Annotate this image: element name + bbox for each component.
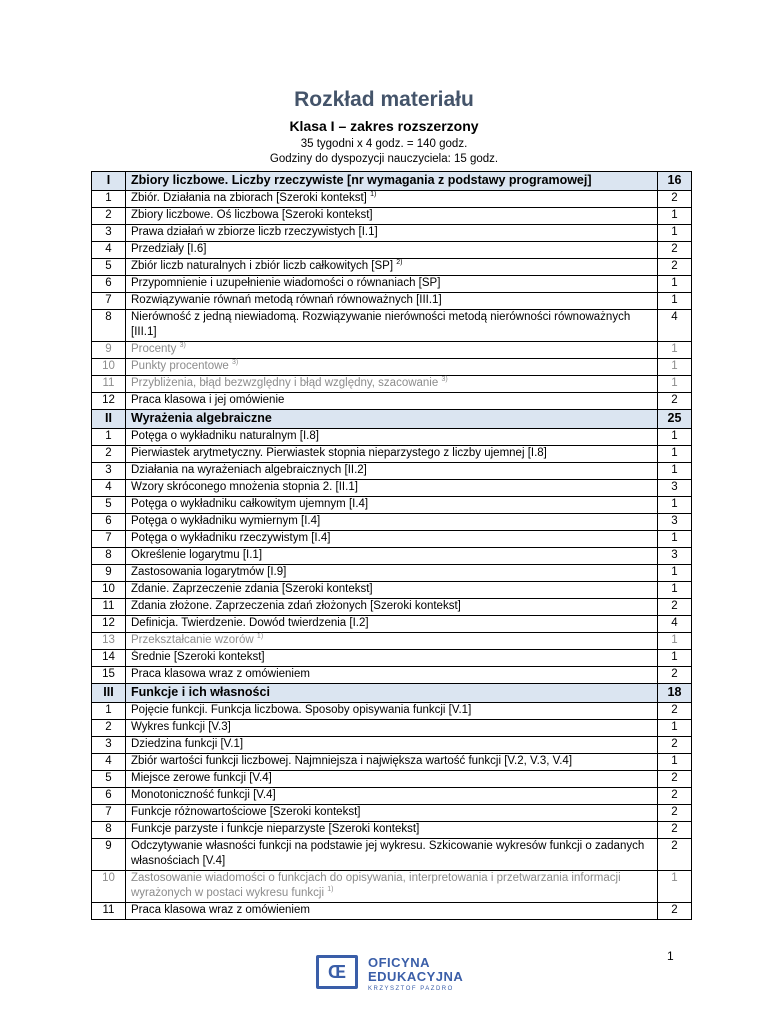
teacher-hours-info: Godziny do dyspozycji nauczyciela: 15 godz. — [269, 153, 499, 165]
table-row — [92, 276, 692, 293]
logo-text-line1: OFICYNA — [368, 955, 430, 970]
row-number: 15 — [92, 667, 126, 684]
row-hours: 1 — [658, 650, 692, 667]
row-hours: 18 — [658, 684, 692, 703]
logo-text-line2: EDUKACYJNA — [368, 969, 464, 984]
row-topic — [126, 342, 658, 359]
row-hours: 1 — [658, 754, 692, 771]
row-hours: 1 — [658, 446, 692, 463]
table-row — [92, 582, 692, 599]
row-topic-text: Wzory skróconego mnożenia stopnia 2. [II.1] — [131, 481, 358, 493]
row-hours: 1 — [658, 225, 692, 242]
row-topic-text: Zbiór liczb naturalnych i zbiór liczb całkowitych [SP] — [131, 260, 394, 272]
footnote-marker: 1) — [256, 633, 264, 640]
row-topic — [126, 720, 658, 737]
row-topic — [126, 737, 658, 754]
row-topic — [126, 208, 658, 225]
table-row — [92, 191, 692, 208]
row-topic-text: Zbiory liczbowe. Liczby rzeczywiste [nr wymagania z podstawy programowej] — [131, 173, 592, 187]
row-hours: 1 — [658, 463, 692, 480]
row-hours: 2 — [658, 242, 692, 259]
row-topic — [126, 822, 658, 839]
logo-mark-text: Œ — [328, 962, 346, 982]
row-topic-text: Wyrażenia algebraiczne — [131, 411, 272, 425]
row-topic — [126, 633, 658, 650]
row-number: 4 — [92, 480, 126, 497]
row-topic — [126, 599, 658, 616]
row-topic — [126, 359, 658, 376]
row-topic — [126, 376, 658, 393]
row-topic — [126, 531, 658, 548]
table-row — [92, 805, 692, 822]
table-row — [92, 376, 692, 393]
row-hours: 1 — [658, 871, 692, 903]
row-topic — [126, 582, 658, 599]
row-number: 9 — [92, 342, 126, 359]
row-topic — [126, 259, 658, 276]
row-number: 12 — [92, 393, 126, 410]
row-topic — [126, 225, 658, 242]
row-hours: 1 — [658, 293, 692, 310]
row-topic-text: Rozwiązywanie równań metodą równań równoważnych [III.1] — [131, 294, 442, 306]
row-hours: 1 — [658, 429, 692, 446]
table-row — [92, 242, 692, 259]
row-topic-text: Przybliżenia, błąd bezwzględny i błąd względny, szacowanie — [131, 377, 439, 389]
row-number: 6 — [92, 514, 126, 531]
row-topic-text: Pojęcie funkcji. Funkcja liczbowa. Sposoby opisywania funkcji [V.1] — [131, 704, 472, 716]
row-topic — [126, 393, 658, 410]
row-topic — [126, 497, 658, 514]
row-topic-text: Potęga o wykładniku naturalnym [I.8] — [131, 430, 319, 442]
footnote-marker: 3) — [441, 376, 448, 383]
row-topic-text: Przypomnienie i uzupełnienie wiadomości o równaniach [SP] — [131, 277, 441, 289]
row-number: 3 — [92, 225, 126, 242]
row-number: 10 — [92, 582, 126, 599]
row-topic — [126, 548, 658, 565]
row-number: 6 — [92, 788, 126, 805]
row-number: 8 — [92, 310, 126, 342]
table-row — [92, 667, 692, 684]
table-row — [92, 822, 692, 839]
row-topic — [126, 463, 658, 480]
row-hours: 25 — [658, 410, 692, 429]
row-number: 2 — [92, 720, 126, 737]
row-topic — [126, 667, 658, 684]
row-topic — [126, 446, 658, 463]
row-hours: 16 — [658, 172, 692, 191]
row-hours: 1 — [658, 633, 692, 650]
row-hours: 3 — [658, 480, 692, 497]
table-row — [92, 531, 692, 548]
table-row — [92, 871, 692, 903]
footnote-marker: 1) — [370, 191, 377, 198]
row-hours: 2 — [658, 393, 692, 410]
row-topic — [126, 480, 658, 497]
row-topic-text: Miejsce zerowe funkcji [V.4] — [131, 772, 272, 784]
row-topic-text: Praca klasowa wraz z omówieniem — [131, 904, 310, 916]
table-row — [92, 903, 692, 920]
row-topic — [126, 754, 658, 771]
row-topic-text: Przedziały [I.6] — [131, 243, 207, 255]
row-hours: 2 — [658, 191, 692, 208]
row-hours: 2 — [658, 737, 692, 754]
row-number: 3 — [92, 737, 126, 754]
row-number: 12 — [92, 616, 126, 633]
row-topic-text: Przekształcanie wzorów — [131, 634, 254, 646]
row-topic — [126, 191, 658, 208]
table-row — [92, 616, 692, 633]
row-topic-text: Monotoniczność funkcji [V.4] — [131, 789, 276, 801]
table-row — [92, 548, 692, 565]
row-hours: 1 — [658, 208, 692, 225]
table-row — [92, 463, 692, 480]
row-number: 7 — [92, 293, 126, 310]
row-hours: 1 — [658, 376, 692, 393]
row-topic-text: Praca klasowa i jej omówienie — [131, 394, 285, 406]
row-topic — [126, 788, 658, 805]
footnote-marker: 3) — [232, 359, 239, 366]
row-number: 14 — [92, 650, 126, 667]
row-topic — [126, 514, 658, 531]
document-title: Rozkład materiału — [294, 88, 474, 111]
row-number: 11 — [92, 903, 126, 920]
row-number: 7 — [92, 805, 126, 822]
row-topic — [126, 310, 658, 342]
row-number: 1 — [92, 191, 126, 208]
row-number: 2 — [92, 446, 126, 463]
row-number: 7 — [92, 531, 126, 548]
row-hours: 1 — [658, 276, 692, 293]
table-row — [92, 514, 692, 531]
row-hours: 2 — [658, 903, 692, 920]
row-hours: 2 — [658, 805, 692, 822]
row-topic-text: Wykres funkcji [V.3] — [131, 721, 231, 733]
table-row — [92, 650, 692, 667]
row-topic-text: Funkcje parzyste i funkcje nieparzyste [Szeroki kontekst] — [131, 823, 420, 835]
table-row — [92, 703, 692, 720]
table-row — [92, 771, 692, 788]
row-hours: 4 — [658, 616, 692, 633]
row-topic — [126, 903, 658, 920]
row-topic — [126, 172, 658, 191]
row-hours: 1 — [658, 342, 692, 359]
row-topic — [126, 616, 658, 633]
row-topic-text: Praca klasowa wraz z omówieniem — [131, 668, 310, 680]
row-topic — [126, 805, 658, 822]
row-topic-text: Określenie logarytmu [I.1] — [131, 549, 263, 561]
table-row — [92, 480, 692, 497]
row-topic-text: Nierówność z jedną niewiadomą. Rozwiązywanie nierówności metodą nierówności równoważnych [III.1] — [131, 311, 631, 338]
table-row — [92, 429, 692, 446]
row-hours: 1 — [658, 565, 692, 582]
curriculum-table — [91, 171, 692, 920]
row-topic-text: Pierwiastek arytmetyczny. Pierwiastek stopnia nieparzystego z liczby ujemnej [I.8] — [131, 447, 547, 459]
row-topic-text: Procenty — [131, 343, 177, 355]
footnote-marker: 3) — [179, 342, 186, 349]
row-hours: 2 — [658, 259, 692, 276]
row-number: 3 — [92, 463, 126, 480]
row-number: 4 — [92, 754, 126, 771]
row-number: 8 — [92, 822, 126, 839]
row-number: 13 — [92, 633, 126, 650]
table-row — [92, 225, 692, 242]
row-number: 6 — [92, 276, 126, 293]
row-number: 11 — [92, 376, 126, 393]
row-number: 4 — [92, 242, 126, 259]
section-row — [92, 684, 692, 703]
row-topic-text: Potęga o wykładniku wymiernym [I.4] — [131, 515, 321, 527]
table-row — [92, 208, 692, 225]
logo-text-line3: KRZYSZTOF PAZDRO — [368, 986, 454, 992]
row-topic — [126, 410, 658, 429]
row-hours: 1 — [658, 582, 692, 599]
row-topic-text: Funkcje różnowartościowe [Szeroki kontekst] — [131, 806, 361, 818]
row-topic-text: Odczytywanie własności funkcji na podstawie jej wykresu. Szkicowanie wykresów funkcji o zadanych własnościach [V.4] — [131, 840, 645, 867]
table-row — [92, 497, 692, 514]
row-topic-text: Zastosowanie wiadomości o funkcjach do opisywania, interpretowania i przetwarzania informacji wyrażonych w postaci wykresu funkcji — [131, 872, 621, 899]
section-row — [92, 410, 692, 429]
row-number: I — [92, 172, 126, 191]
row-hours: 4 — [658, 310, 692, 342]
table-row — [92, 565, 692, 582]
table-row — [92, 788, 692, 805]
row-topic — [126, 771, 658, 788]
row-topic-text: Definicja. Twierdzenie. Dowód twierdzenia [I.2] — [131, 617, 369, 629]
table-row — [92, 259, 692, 276]
footnote-marker: 2) — [396, 259, 403, 266]
row-hours: 3 — [658, 548, 692, 565]
table-row — [92, 754, 692, 771]
row-topic-text: Średnie [Szeroki kontekst] — [131, 651, 265, 663]
table-row — [92, 393, 692, 410]
publisher-logo — [316, 955, 466, 995]
row-number: 1 — [92, 429, 126, 446]
row-hours: 1 — [658, 720, 692, 737]
row-topic-text: Zbiory liczbowe. Oś liczbowa [Szeroki kontekst] — [131, 209, 373, 221]
row-topic-text: Potęga o wykładniku rzeczywistym [I.4] — [131, 532, 331, 544]
row-hours: 2 — [658, 788, 692, 805]
table-row — [92, 720, 692, 737]
row-hours: 2 — [658, 839, 692, 871]
row-topic — [126, 871, 658, 903]
row-topic-text: Potęga o wykładniku całkowitym ujemnym [I.4] — [131, 498, 369, 510]
row-hours: 2 — [658, 599, 692, 616]
row-topic — [126, 242, 658, 259]
row-topic-text: Zdania złożone. Zaprzeczenia zdań złożonych [Szeroki kontekst] — [131, 600, 461, 612]
row-hours: 1 — [658, 531, 692, 548]
row-topic-text: Dziedzina funkcji [V.1] — [131, 738, 244, 750]
table-row — [92, 359, 692, 376]
table-row — [92, 633, 692, 650]
row-hours: 2 — [658, 667, 692, 684]
row-hours: 2 — [658, 703, 692, 720]
row-topic — [126, 684, 658, 703]
row-topic-text: Punkty procentowe — [131, 360, 229, 372]
row-hours: 3 — [658, 514, 692, 531]
row-topic-text: Zastosowania logarytmów [I.9] — [131, 566, 287, 578]
row-number: II — [92, 410, 126, 429]
table-row — [92, 446, 692, 463]
row-number: 5 — [92, 771, 126, 788]
table-row — [92, 839, 692, 871]
page-number: 1 — [667, 949, 674, 963]
table-row — [92, 310, 692, 342]
row-topic-text: Zbiór wartości funkcji liczbowej. Najmniejsza i największa wartość funkcji [V.2, V.3, V.4] — [131, 755, 573, 767]
row-topic — [126, 650, 658, 667]
curriculum-table-body — [92, 172, 692, 920]
row-hours: 2 — [658, 822, 692, 839]
logo-mark-icon — [316, 955, 358, 989]
row-hours: 2 — [658, 771, 692, 788]
table-row — [92, 737, 692, 754]
row-topic-text: Zdanie. Zaprzeczenie zdania [Szeroki kontekst] — [131, 583, 373, 595]
row-number: 11 — [92, 599, 126, 616]
table-row — [92, 293, 692, 310]
row-topic-text: Zbiór. Działania na zbiorach [Szeroki kontekst] — [131, 192, 367, 204]
row-number: III — [92, 684, 126, 703]
table-row — [92, 599, 692, 616]
row-number: 5 — [92, 497, 126, 514]
row-topic — [126, 429, 658, 446]
row-topic — [126, 839, 658, 871]
row-hours: 1 — [658, 497, 692, 514]
table-row — [92, 342, 692, 359]
row-number: 5 — [92, 259, 126, 276]
row-number: 9 — [92, 839, 126, 871]
row-topic — [126, 565, 658, 582]
row-topic — [126, 703, 658, 720]
row-hours: 1 — [658, 359, 692, 376]
weeks-info: 35 tygodni x 4 godz. = 140 godz. — [300, 138, 468, 150]
section-row — [92, 172, 692, 191]
row-topic-text: Działania na wyrażeniach algebraicznych [II.2] — [131, 464, 367, 476]
row-number: 1 — [92, 703, 126, 720]
row-number: 10 — [92, 871, 126, 903]
footnote-marker: 1) — [327, 886, 334, 893]
row-number: 8 — [92, 548, 126, 565]
row-number: 2 — [92, 208, 126, 225]
row-number: 9 — [92, 565, 126, 582]
row-number: 10 — [92, 359, 126, 376]
row-topic — [126, 293, 658, 310]
row-topic — [126, 276, 658, 293]
document-subtitle: Klasa I – zakres rozszerzony — [289, 118, 479, 134]
row-topic-text: Funkcje i ich własności — [131, 685, 270, 699]
row-topic-text: Prawa działań w zbiorze liczb rzeczywistych [I.1] — [131, 226, 378, 238]
